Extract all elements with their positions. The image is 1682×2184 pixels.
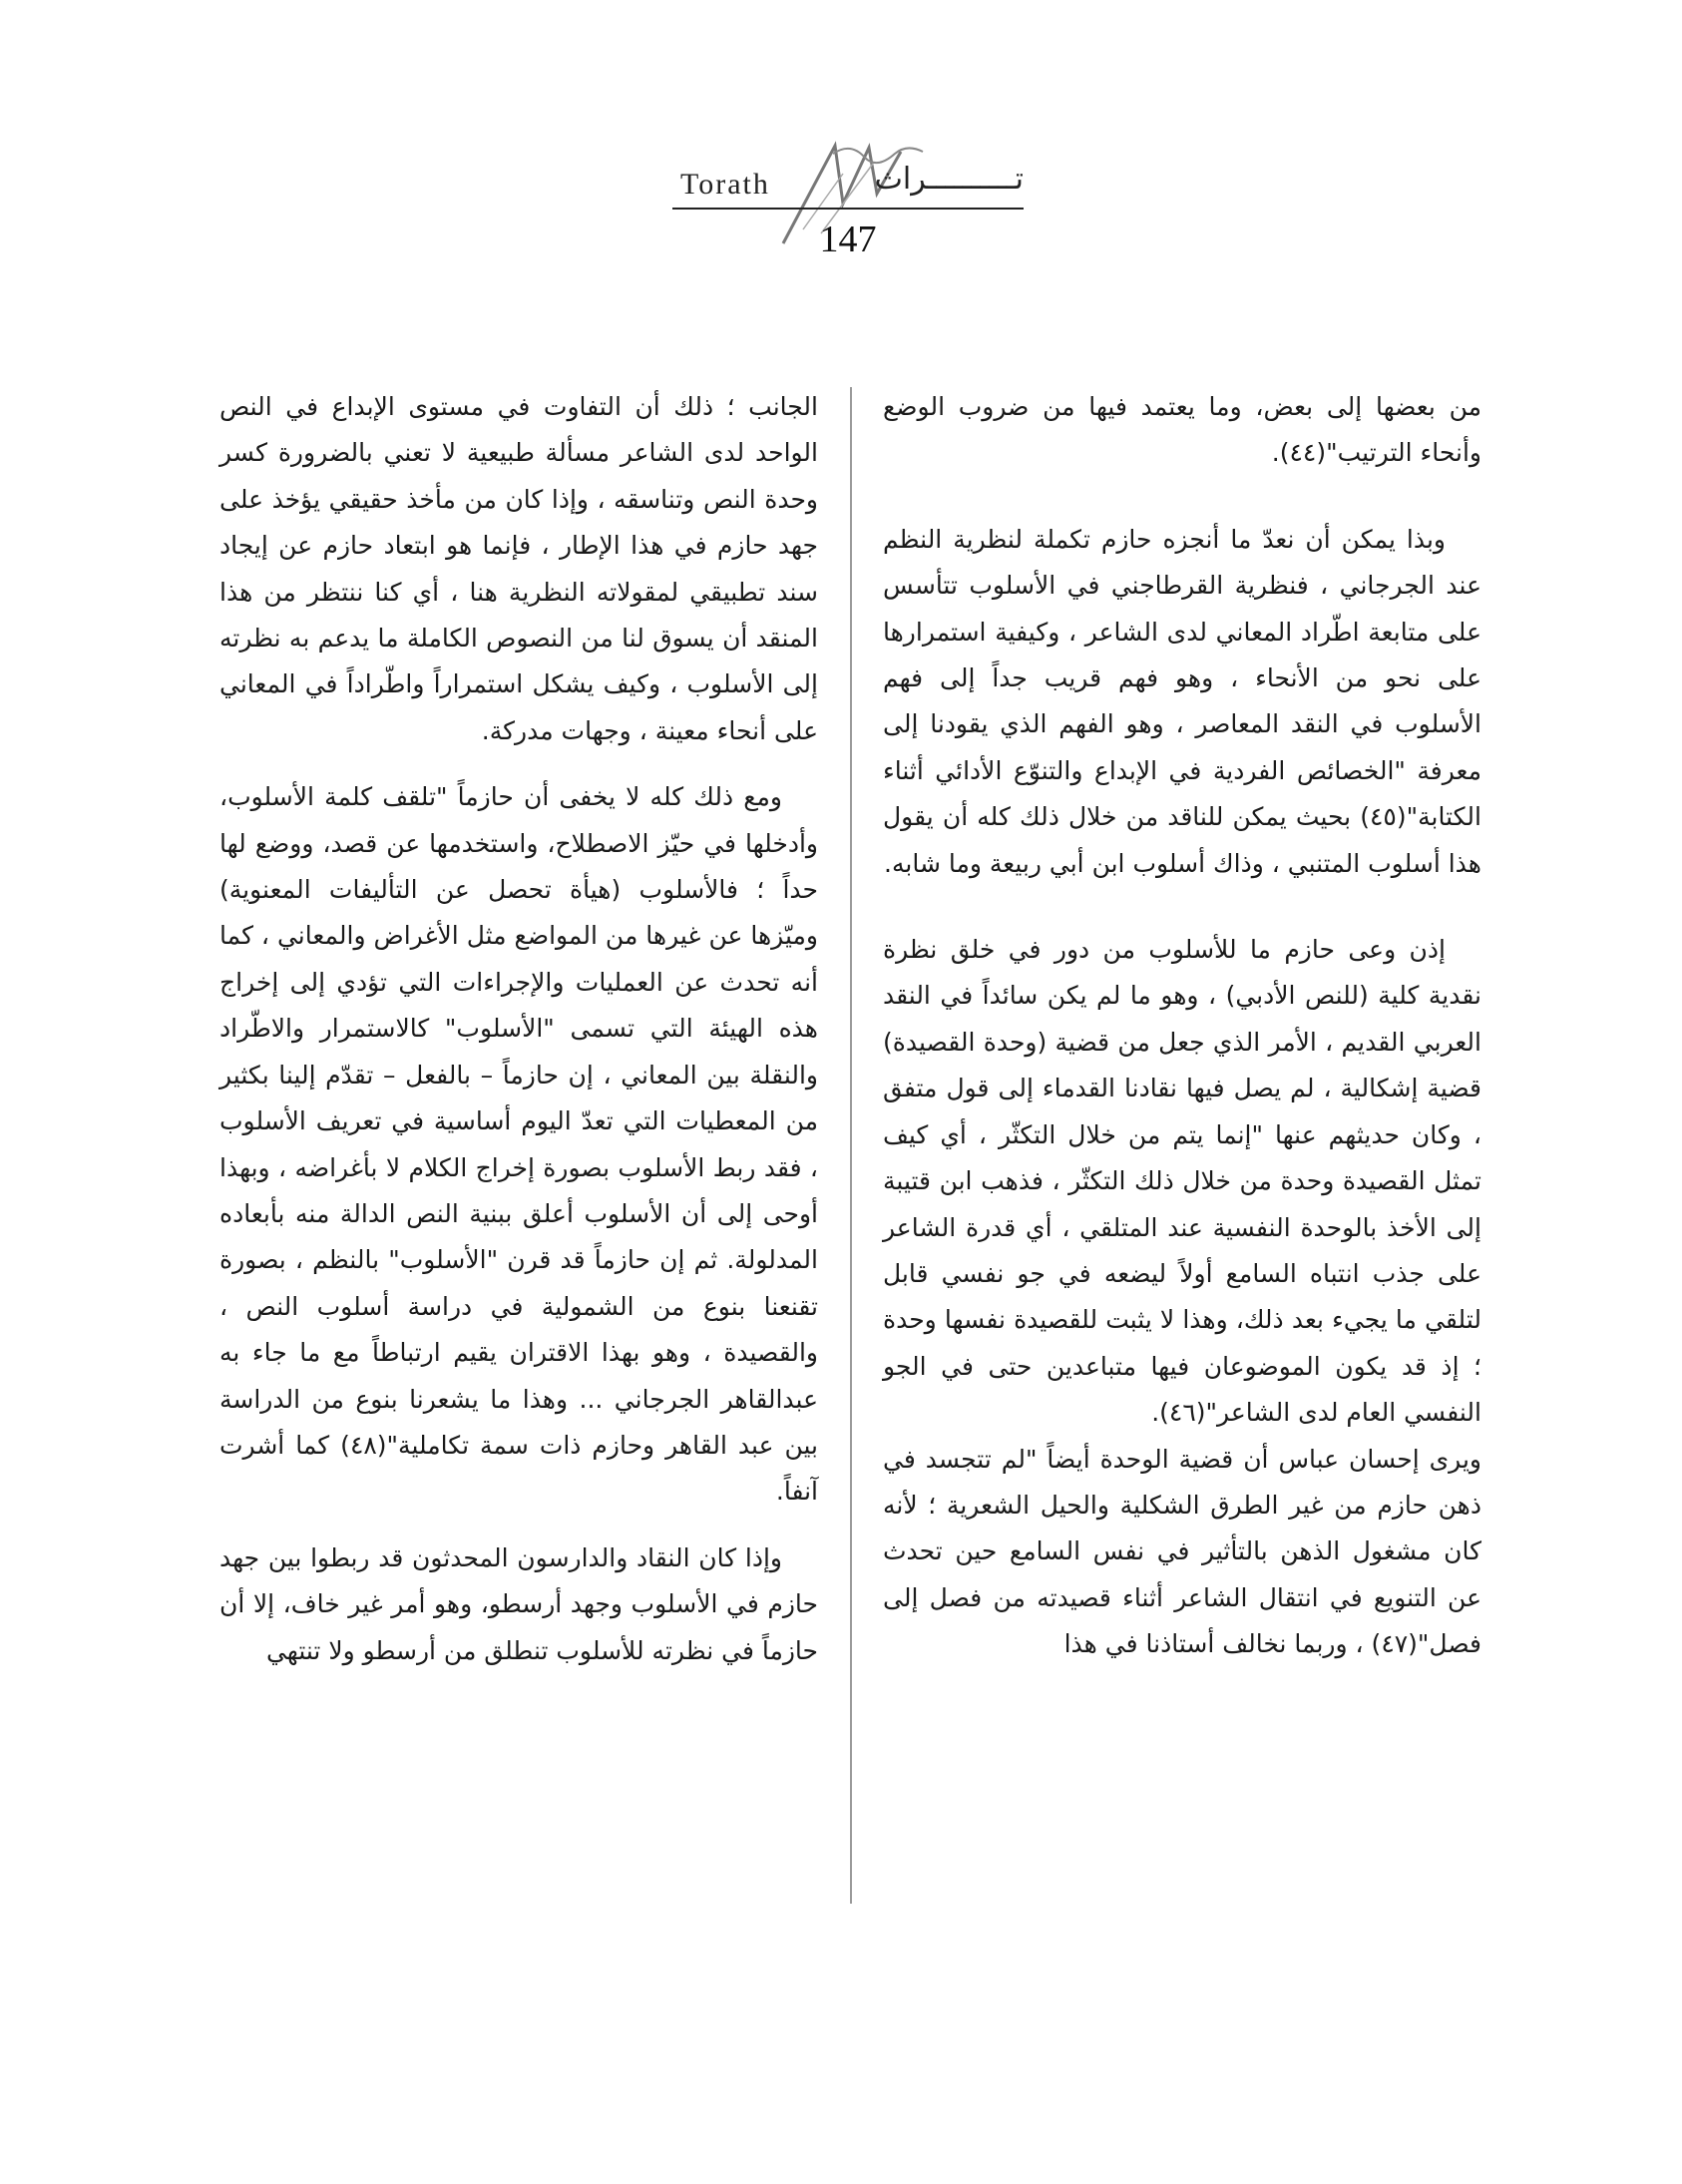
paragraph: وإذا كان النقاد والدارسون المحدثون قد ربطوا بين جهد حازم في الأسلوب وجهد أرسطو، وهو أمر غير خاف، إلا أن حازماً في نظرته للأسلوب تنطلق من أرسطو ولا تنتهي <box>219 1542 818 1665</box>
page-number: 147 <box>819 218 877 260</box>
header-rule <box>672 208 1024 210</box>
journal-title-arabic: تــــــــــراث <box>874 162 1024 197</box>
paragraph: من بعضها إلى بعض، وما يعتمد فيها من ضروب الوضع وأنحاء الترتيب"(٤٤). <box>883 392 1481 468</box>
paragraph: ويرى إحسان عباس أن قضية الوحدة أيضاً "لم تتجسد في ذهن حازم من غير الطرق الشكلية والحيل الشعرية ؛ لأنه كان مشغول الذهن بالتأثير في نفس السامع حين تحدث عن التنويع في انتقال الشاعر أثناء قصيدته من فصل إلى فصل"(٤٧) ، وربما نخالف أستاذنا في هذا <box>883 1444 1481 1659</box>
paragraph: ومع ذلك كله لا يخفى أن حازماً "تلقف كلمة الأسلوب، وأدخلها في حيّز الاصطلاح، واستخدمها عن قصد، ووضع لها حداً ؛ فالأسلوب (هيأة تحصل عن التأليفات المعنوية) وميّزها عن غيرها من المواضع مثل الأغراض والمعاني ، كما أنه تحدث عن العمليات والإجراءات التي تؤدي إلى إخراج هذه الهيئة التي تسمى "الأسلوب" كالاستمرار والاطّراد والنقلة بين المعاني ، إن حازماً – بالفعل – تقدّم إلينا بكثير من المعطيات التي تعدّ اليوم أساسية في تعريف الأسلوب ، فقد ربط الأسلوب بصورة إخراج الكلام لا بأغراضه ، وبهذا أوحى إلى أن الأسلوب أعلق ببنية النص الدالة منه بأبعاده المدلولة. ثم إن حازماً قد قرن "الأسلوب" بالنظم ، بصورة تقنعنا بنوع من الشمولية في دراسة أسلوب النص ، والقصيدة ، وهو بهذا الاقتران يقيم ارتباطاً مع ما جاء به عبدالقاهر الجرجاني ... وهذا ما يشعرنا بنوع من الدراسة بين عبد القاهر وحازم ذات سمة تكاملية"(٤٨) كما أشرت آنفاً. <box>219 782 819 1507</box>
right-column <box>883 384 1481 1668</box>
column-divider <box>850 387 852 1904</box>
paragraph: الجانب ؛ ذلك أن التفاوت في مستوى الإبداع في النص الواحد لدى الشاعر مسألة طبيعية لا تعني بالضرورة كسر وحدة النص وتناسقه ، وإذا كان من مأخذ حقيقي يؤخذ على جهد حازم في هذا الإطار ، فإنما هو ابتعاد حازم عن إيجاد سند تطبيقي لمقولاته النظرية هنا ، أي كنا ننتظر من هذا المنقد أن يسوق لنا من النصوص الكاملة ما يدعم به نظرته إلى الأسلوب ، وكيف يشكل استمراراً واطّراداً في المعاني على أنحاء معينة ، وجهات مدركة. <box>219 392 818 745</box>
paragraph: وبذا يمكن أن نعدّ ما أنجزه حازم تكملة لنظرية النظم عند الجرجاني ، فنظرية القرطاجني في الأسلوب تتأسس على متابعة اطّراد المعاني لدى الشاعر ، وكيفية استمرارها على نحو من الأنحاء ، وهو فهم قريب جداً إلى فهم الأسلوب في النقد المعاصر ، وهو الفهم الذي يقودنا إلى معرفة "الخصائص الفردية في الإبداع والتنوّع الأدائي أثناء الكتابة"(٤٥) بحيث يمكن للناقد من خلال ذلك كله أن يقول هذا أسلوب المتنبي ، وذاك أسلوب ابن أبي ربيعة وما شابه. <box>883 524 1481 878</box>
paragraph: إذن وعى حازم ما للأسلوب من دور في خلق نظرة نقدية كلية (للنص الأدبي) ، وهو ما لم يكن سائداً في النقد العربي القديم ، الأمر الذي جعل من قضية (وحدة القصيدة) قضية إشكالية ، لم يصل فيها نقادنا القدماء إلى قول متفق ، وكان حديثهم عنها "إنما يتم من خلال التكثّر ، أي كيف تمثل القصيدة وحدة من خلال ذلك التكثّر ، فذهب ابن قتيبة إلى الأخذ بالوحدة النفسية عند المتلقي ، أي قدرة الشاعر على جذب انتباه السامع أولاً ليضعه في جو نفسي قابل لتلقي ما يجيء بعد ذلك، وهذا لا يثبت للقصيدة نفسها وحدة ؛ إذ قد يكون الموضوعان فيها متباعدين حتى في الجو النفسي العام لدى الشاعر"(٤٦). <box>883 935 1481 1428</box>
left-column <box>219 384 818 1674</box>
journal-title-latin: Torath <box>680 168 770 201</box>
